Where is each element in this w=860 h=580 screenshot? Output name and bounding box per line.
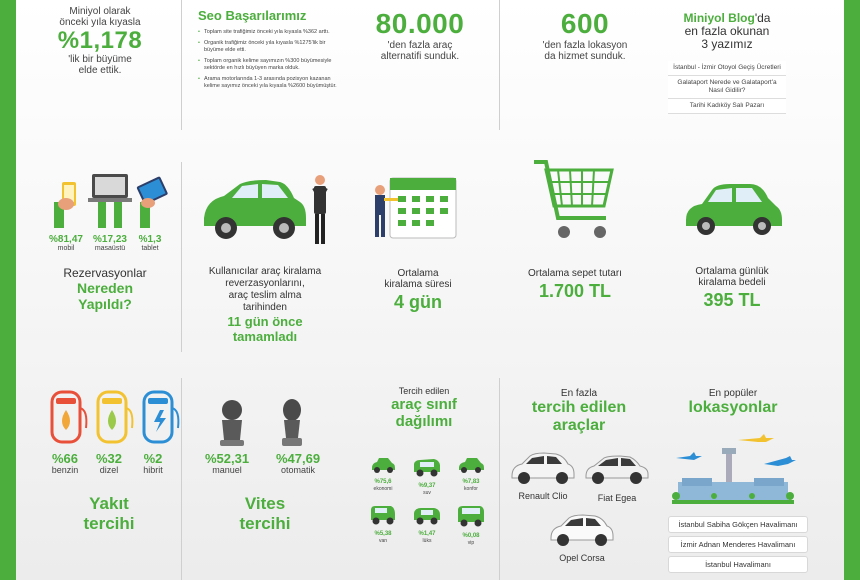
blog-item[interactable]: Tarihi Kadıköy Salı Pazarı xyxy=(668,99,786,114)
device-stat-label: masaüstü xyxy=(94,245,126,252)
calendar-illustration xyxy=(368,168,468,248)
rental-duration-block xyxy=(358,268,478,313)
reservations-title2: Nereden xyxy=(76,280,134,296)
fuel-stat-diesel xyxy=(88,452,130,475)
gear-stick-icons xyxy=(210,396,330,450)
blog-block xyxy=(668,12,786,114)
car-suv-icon xyxy=(412,456,442,478)
devices-icon xyxy=(40,172,180,232)
blog-title-rest: 'da xyxy=(754,11,771,25)
reservations-title1: Rezervasyonlar xyxy=(63,266,147,280)
locations-count-line1: 'den fazla lokasyon xyxy=(542,40,628,51)
fuel-stat-label: benzin xyxy=(51,465,79,475)
class-item xyxy=(408,456,446,496)
cars-count-line1: 'den fazla araç xyxy=(387,40,453,51)
class-item xyxy=(364,456,402,496)
car-vip-icon xyxy=(456,504,486,528)
device-stat-desktop xyxy=(88,235,132,252)
car-model-item xyxy=(508,450,578,501)
class-item xyxy=(364,504,402,546)
device-stat-value: %1,3 xyxy=(138,234,162,245)
class-label: ekonomi xyxy=(373,486,393,492)
growth-suffix2: elde ettik. xyxy=(78,65,122,76)
car-model-label: Fiat Egea xyxy=(597,493,637,503)
class-item xyxy=(408,504,446,546)
advance-value1: 11 gün önce xyxy=(227,314,303,329)
seo-item: • Toplam organik kelime sayımızın %300 büyümesiyle sektörde en hızlı büyüyen marka olduk. xyxy=(198,58,338,72)
cars-count-line2: alternatifi sunduk. xyxy=(380,51,460,62)
popular-title: lokasyonlar xyxy=(688,399,778,416)
basket-block xyxy=(510,268,640,302)
class-value: %9,37 xyxy=(418,483,436,489)
gear-title1: Vites xyxy=(244,494,286,513)
fuel-pump-icons xyxy=(44,388,184,448)
gear-stat-automatic xyxy=(262,452,334,475)
class-label: suv xyxy=(423,490,431,496)
car-model-label: Opel Corsa xyxy=(559,553,605,563)
blog-title3: 3 yazımız xyxy=(701,37,753,51)
car-comfort-icon xyxy=(457,456,485,474)
divider xyxy=(499,378,500,580)
device-stat-mobile xyxy=(44,235,88,252)
class-label: vip xyxy=(467,540,475,546)
car-luxury-icon xyxy=(412,504,442,526)
cart-illustration xyxy=(528,156,618,252)
fuel-title xyxy=(44,494,174,534)
gear-title xyxy=(200,494,330,534)
advance-line3: araç teslim alma xyxy=(228,290,302,301)
class-dist-title xyxy=(360,386,488,430)
small-green-car-icon xyxy=(678,180,788,240)
green-car-icon xyxy=(196,170,336,250)
opel-corsa-icon xyxy=(549,512,615,548)
location-item[interactable]: İstanbul Havalimanı xyxy=(668,556,808,573)
fiat-egea-icon xyxy=(584,452,650,486)
top-cars-pre: En fazla xyxy=(560,388,598,399)
car-economy-icon xyxy=(370,456,396,474)
top-cars-title2: araçlar xyxy=(552,417,606,434)
fuel-stat-petrol xyxy=(44,452,86,475)
top-cars-title xyxy=(506,388,652,435)
growth-value: %1,178 xyxy=(57,27,143,54)
shopping-cart-icon xyxy=(528,156,618,252)
class-dist-title1: araç sınıf xyxy=(391,396,457,413)
seo-item: • Organik trafiğimiz önceki yıla kıyasla %1275'lik bir büyüme elde etti. xyxy=(198,40,338,54)
gear-sticks xyxy=(210,396,330,450)
frame-left-border xyxy=(0,0,16,580)
growth-intro: Miniyol olarak xyxy=(69,6,131,17)
blog-item[interactable]: Galataport Nerede ve Galataport'a Nasıl Gidilir? xyxy=(668,76,786,99)
fuel-stat-label: dizel xyxy=(99,465,119,475)
gear-stat-label: otomatik xyxy=(280,465,315,475)
calendar-icon xyxy=(368,168,468,248)
device-stat-value: %81,47 xyxy=(49,234,83,245)
location-item[interactable]: İzmir Adnan Menderes Havalimanı xyxy=(668,536,808,553)
advance-booking-block xyxy=(190,266,340,344)
popular-pre: En popüler xyxy=(708,388,758,399)
gear-stat-manual xyxy=(196,452,258,475)
class-item xyxy=(452,504,490,546)
device-stat-label: mobil xyxy=(57,245,75,252)
daily-line1: Ortalama günlük xyxy=(695,266,769,277)
car-model-item xyxy=(546,512,618,563)
car-man-illustration xyxy=(196,170,336,250)
duration-line2: kiralama süresi xyxy=(384,279,452,290)
fuel-stat-value: %32 xyxy=(95,451,123,466)
class-value: %5,38 xyxy=(374,531,392,537)
growth-suffix: 'lik bir büyüme xyxy=(68,54,132,65)
seo-list xyxy=(198,29,338,90)
fuel-stat-label: hibrit xyxy=(143,465,163,475)
divider xyxy=(181,162,182,352)
top-cars-title1: tercih edilen xyxy=(531,399,627,416)
class-value: %7,83 xyxy=(462,479,480,485)
duration-value: 4 gün xyxy=(394,292,442,312)
basket-value: 1.700 TL xyxy=(538,281,612,301)
cars-count-block xyxy=(355,8,485,62)
basket-line1: Ortalama sepet tutarı xyxy=(528,268,622,279)
class-label: lüks xyxy=(422,538,432,544)
class-dist-pre: Tercih edilen xyxy=(398,386,450,396)
daily-line2: kiralama bedeli xyxy=(698,277,766,288)
car-van-icon xyxy=(369,504,397,526)
reservations-title3: Yapıldı? xyxy=(78,296,132,312)
class-value: %0,08 xyxy=(462,533,480,539)
gear-stat-value: %47,69 xyxy=(275,451,321,466)
locations-count-block xyxy=(520,8,650,62)
gear-stat-value: %52,31 xyxy=(204,451,250,466)
seo-block xyxy=(198,8,338,94)
locations-count-value: 600 xyxy=(560,8,610,39)
gear-title2: tercihi xyxy=(239,514,291,533)
seo-item: • Arama motorlarında 1-3 arasında pozisyon kazanan kelime sayımız önceki yıla kıyasla %2600 büyümüştür. xyxy=(198,76,338,90)
class-label: van xyxy=(378,538,388,544)
popular-locations-list xyxy=(668,516,808,576)
airport-illustration xyxy=(668,428,798,508)
blog-title-green: Miniyol Blog xyxy=(683,11,755,25)
airport-icon xyxy=(668,428,798,508)
fuel-stat-value: %2 xyxy=(143,451,163,466)
divider xyxy=(499,0,500,130)
device-stat-tablet xyxy=(130,235,170,252)
class-dist-title2: dağılımı xyxy=(395,413,453,430)
growth-block xyxy=(45,6,155,76)
popular-locations-title xyxy=(668,388,798,417)
advance-value2: tamamladı xyxy=(232,329,298,344)
fuel-title1: Yakıt xyxy=(89,494,129,513)
small-car-illustration xyxy=(678,180,788,240)
advance-line4: tarihinden xyxy=(243,302,287,313)
daily-price-block xyxy=(672,266,792,311)
class-dist-grid xyxy=(364,456,490,546)
device-icons xyxy=(40,172,180,232)
class-item xyxy=(452,456,490,496)
class-value: %1,47 xyxy=(418,531,436,537)
duration-line1: Ortalama xyxy=(397,268,439,279)
divider xyxy=(181,0,182,130)
advance-line2: reverzasyonlarını, xyxy=(225,278,305,289)
blog-title2: en fazla okunan xyxy=(684,24,770,38)
advance-line1: Kullanıcılar araç kiralama xyxy=(208,266,322,277)
reservations-title xyxy=(40,266,170,312)
locations-count-line2: da hizmet sunduk. xyxy=(544,51,626,62)
blog-item[interactable]: İstanbul - İzmir Otoyol Geçiş Ücretleri xyxy=(668,61,786,76)
fuel-stat-hybrid xyxy=(132,452,174,475)
fuel-stat-value: %66 xyxy=(51,451,79,466)
device-stat-label: tablet xyxy=(141,245,159,252)
fuel-pumps xyxy=(44,388,184,448)
seo-title: Seo Başarılarımız xyxy=(198,8,307,23)
location-item[interactable]: İstanbul Sabiha Gökçen Havalimanı xyxy=(668,516,808,533)
device-stat-value: %17,23 xyxy=(93,234,127,245)
fuel-title2: tercihi xyxy=(83,514,135,533)
daily-value: 395 TL xyxy=(703,290,761,310)
frame-right-border xyxy=(844,0,860,580)
car-model-item xyxy=(582,452,652,503)
class-value: %75,6 xyxy=(374,479,392,485)
car-model-label: Renault Clio xyxy=(518,491,568,501)
class-label: konfor xyxy=(464,486,478,492)
seo-item: • Toplam site trafiğimiz önceki yıla kıyasla %362 arttı. xyxy=(198,29,338,36)
gear-stat-label: manuel xyxy=(212,465,242,475)
growth-intro2: önceki yıla kıyasla xyxy=(59,17,141,28)
renault-clio-icon xyxy=(510,450,576,486)
cars-count-value: 80.000 xyxy=(375,8,465,39)
